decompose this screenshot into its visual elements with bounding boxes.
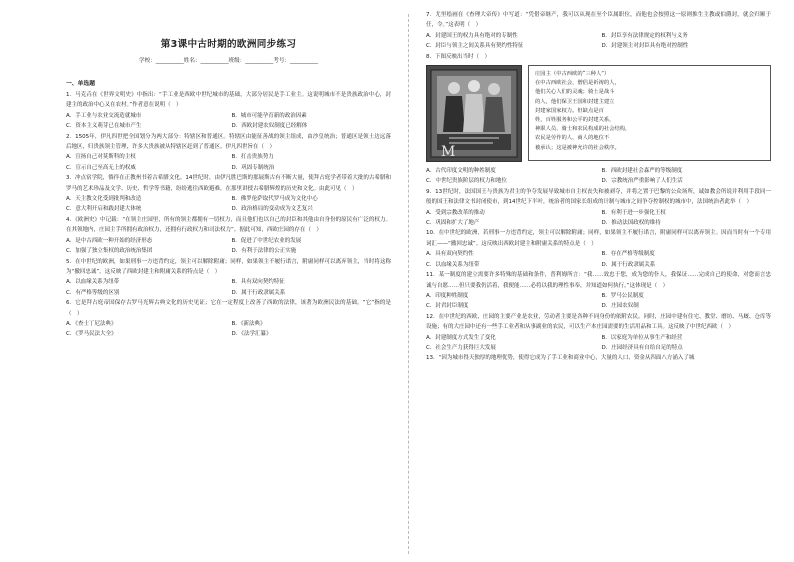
answer-option[interactable]: A．手工业与农业交流造就城市: [66, 112, 142, 119]
answer-option[interactable]: B．促进了中世纪农业的发展: [231, 237, 302, 244]
answer-option[interactable]: D．推动法国政权的维持: [601, 220, 661, 227]
figure-text-line: 在中古西欧社会，僧侣是祈祷的人，: [535, 80, 620, 87]
question-item: [66, 298, 391, 340]
question-item: [426, 166, 771, 187]
right-column: [426, 10, 771, 556]
question-figure: [426, 65, 771, 162]
figure-text-line: 姓，百姓服务和公平的封建关系，: [535, 117, 615, 124]
question-item: [66, 173, 391, 215]
manuscript-illustration-icon: [427, 66, 521, 161]
question-item: [426, 52, 771, 62]
right-question-list-top: [426, 10, 771, 62]
figure-text-line: 被承认；这是被神允许的社会秩序。: [535, 144, 620, 151]
answer-option[interactable]: B．有利于进一步强化王权: [601, 209, 666, 216]
answer-options: [426, 291, 771, 312]
question-stem: 3．冲点宿学院，徜徉在正教州书着古希腊文化。14世纪时，由伊凡胜巴斯的那展斯古有不断大量，使拜占庭学者带着大批的古希腊和罗马的艺术珍品及文学、历史、哲学等书籍，纷纷逃往西欧避难，在那里讲授古希腊辉煌的历史和文化。由此可见（ ）: [66, 175, 391, 192]
question-stem: 2．1505年，伊凡四世把全国划分为两大部分：特辖区和普通区。特辖区由能征善战的领主组成，由沙皇统治；普通区是领土边远落后地区，归贵族领主管理，许多大贵族被从特辖区赶到了普通区。伊凡四世旨在（ ）: [66, 133, 391, 151]
column-divider: [408, 14, 409, 554]
answer-option[interactable]: C．社会生产力获得巨大发展: [426, 344, 496, 351]
answer-option[interactable]: B．打击贵族势力: [231, 154, 274, 161]
answer-option[interactable]: A．天主教文化受到批判和改造: [66, 196, 142, 203]
answer-option[interactable]: B．《新法典》: [231, 320, 266, 327]
question-item: [426, 10, 771, 52]
question-stem: 11．某一制度的建立需要许多特殊的基础和条件，普利姆所言：“我……效忠于您，成为您的仆人，我保证……完成自己的使命，对您而言忠诚与自愿……但只要我仍活着，我便能……必将以我的理性事奉，并知道如何执行。”这体现是（ ）: [426, 272, 771, 289]
answer-option[interactable]: D．封建领主对封臣具有绝对控制性: [601, 43, 689, 50]
question-item: [426, 353, 771, 363]
student-info-line: 学校：__________姓名：__________班级：__________考号：__________: [138, 58, 318, 64]
answer-option[interactable]: B．封臣享有法律规定的权利与义务: [601, 32, 688, 39]
answer-option[interactable]: C．封臣与领主之间关系具有契约性特征: [426, 43, 524, 50]
question-stem: 5．在中世纪的欧洲，如果刑事一方违背约定，领主可以解除附庸；同样，如果领主不履行诺言，附庸同样可以离弃领主，当时将这称为“撤回忠诚”。这反映了西欧封建主和附庸关系的特点是（ ）: [66, 258, 391, 275]
answer-option[interactable]: A．具有双向契约性: [426, 251, 474, 258]
answer-option[interactable]: A．是中古西欧一种开始的经济形态: [66, 237, 153, 244]
answer-option[interactable]: C．宣示自己至高无上的权威: [66, 164, 136, 171]
answer-option[interactable]: B．罗马公民制度: [601, 292, 644, 299]
answer-option[interactable]: B．具有双向契约特征: [231, 279, 285, 286]
figure-text-line: 的人，他们保卫王国和封建主建立: [535, 98, 615, 105]
answer-option[interactable]: C．意大利开启和践封建大体统: [66, 206, 142, 213]
answer-option[interactable]: C．加强了独立集权的政治统治集团: [66, 248, 153, 255]
answer-option[interactable]: D．《法学汇纂》: [231, 331, 272, 338]
answer-option[interactable]: C．巩固和扩大了地产: [426, 220, 480, 227]
answer-option[interactable]: A．封建国王的权力具有绝对的专制性: [426, 32, 518, 39]
section-heading: 一、单选题: [66, 81, 95, 87]
question-item: [426, 312, 771, 354]
answer-option[interactable]: D．庄园经济具有自给自足的特点: [601, 344, 683, 351]
answer-options: [66, 319, 391, 340]
figure-text-line: 神职人员、骑士和农民构成的社会结构，: [535, 126, 631, 133]
answer-option[interactable]: D．巩固专制统治: [231, 164, 275, 171]
left-question-list: [66, 90, 391, 340]
question-stem: 7．尤里绘画在《查理大帝传》中写道：“凭借帝继产，我可以从现在至个臣属职位，而他也会按照这一原则推生主教或伯爵封，就会归顺于任，令。”这表明（ ）: [426, 12, 771, 29]
answer-option[interactable]: C．以血缘关系为纽带: [426, 261, 480, 268]
figure-text-line: 他们关心人们的灵魂；骑士是战斗: [535, 89, 615, 96]
answer-option[interactable]: B．城市可能孕育新的政治因素: [231, 112, 307, 119]
question-item: [66, 90, 391, 132]
left-column: [66, 10, 391, 556]
answer-option[interactable]: B．佛罗伦萨取代罗马成为文化中心: [231, 196, 318, 203]
answer-option[interactable]: D．政治格局的变动成为文艺复兴: [231, 206, 313, 213]
answer-option[interactable]: C．《罗马民法大全》: [66, 331, 117, 338]
question-stem: 9．13世纪时，法国国王与贵族为君主的争夺发展导致城市自主权丧失和被剥夺，并将之置于巴黎的公众场所，诚如教会所说并利用手段同一般的国王和法律文书封闭使市，到14世纪下半叶，统治者的国家长组成的计制与城市之间争夺控制权的城市中，法国统治者此举（ ）: [426, 188, 771, 206]
answer-options: [66, 277, 391, 298]
answer-option[interactable]: C．中世纪贵族阶层的权力和地位: [426, 178, 507, 185]
answer-options: [426, 166, 771, 187]
question-stem: 8．下图反映出当时（ ）: [426, 53, 491, 60]
answer-option[interactable]: D．宗教统治严重影响了人们生活: [601, 178, 683, 185]
question-stem: 6．它是拜占庭帝国保存古罗马光辉古典文化的历史见证；它在一定程度上改善了西欧的法律，该著为欧洲民法的基础。“它”指的是（ ）: [66, 300, 391, 317]
question-stem: 13．“因为城市得天独厚的地理优势，使得它成为了手工业和商业中心，大量的人口、资金从四面八方涌入了城: [426, 355, 695, 362]
question-stem: 12．在中世纪的西欧，庄园的主要产业是农业，劳动者主要是各种不同身份的依附农民。同时，庄园中建有住宅、教堂、磨坊、马厩、仓库等设施；有的大庄园中还有一些手工业者和从事副业的农民，可以生产本庄园需要的生活用品和工具。这反映了中世纪西欧（ ）: [426, 313, 771, 331]
answer-option[interactable]: D．西欧封建农奴制度已经解体: [231, 123, 308, 130]
question-item: [426, 187, 771, 229]
question-item: [66, 132, 391, 174]
answer-options: [426, 249, 771, 270]
answer-options: [66, 152, 391, 173]
answer-option[interactable]: A．《查士丁尼法典》: [66, 320, 117, 327]
answer-options: [426, 208, 771, 229]
answer-option[interactable]: C．资本主义萌芽已在城市产生: [66, 123, 142, 130]
question-item: [426, 228, 771, 270]
answer-option[interactable]: D．庄园农奴制: [601, 303, 639, 310]
answer-option[interactable]: A．受到宗教改革的推动: [426, 209, 485, 216]
answer-option[interactable]: D．属于行政隶属关系: [601, 261, 656, 268]
manuscript-illustration: [426, 65, 522, 162]
answer-options: [426, 333, 771, 354]
answer-option[interactable]: D．属于行政隶属关系: [231, 289, 286, 296]
svg-text:M: M: [441, 144, 456, 161]
answer-option[interactable]: A．以血缘关系为纽带: [66, 279, 120, 286]
figure-caption-box: [528, 65, 771, 161]
answer-option[interactable]: A．印度种姓制度: [426, 292, 469, 299]
answer-option[interactable]: B．以家庭为单位从事生产和经营: [601, 334, 683, 341]
figure-text-line: 庄园主（中古西欧的“三种人”）: [535, 71, 610, 78]
page-title: 第3课中古时期的欧洲同步练习: [160, 39, 297, 50]
answer-options: [66, 111, 391, 132]
answer-options: [66, 194, 391, 215]
figure-text-line: 农民是劳作的人，商人的地位不: [535, 135, 610, 142]
answer-option[interactable]: D．有利于法律的公正实施: [231, 248, 297, 255]
answer-option[interactable]: A．宣扬自己对莫斯科的主权: [66, 154, 136, 161]
question-stem: 1．马克垚在《世界文明史》中指出：“手工业是西欧中世纪城市的基础，大部分居民是手工业主。这说明城市不是贵族政治中心，封建主的政治中心又在农村。”作者意在说明（ ）: [66, 92, 391, 109]
question-stem: 4．《欧洲史》中记载：“在领主庄园里，所有的领主都拥有一切权力，而且他们也以自己的封臣和其他由自身份的原民有广泛的权力。在其领地内，庄园主手所拥有政治权力，还拥有行政权力和司法权力”。据此可知，西欧庄园的存在（ ）: [66, 216, 391, 234]
answer-option[interactable]: C．封君封臣制度: [426, 303, 469, 310]
answer-options: [426, 31, 771, 52]
right-question-list-bottom: [426, 166, 771, 364]
answer-options: [66, 236, 391, 257]
answer-option[interactable]: B．存在严格等级制度: [601, 251, 655, 258]
answer-option[interactable]: A．封建制度方式发生了变化: [426, 334, 496, 341]
answer-option[interactable]: B．西欧封建社会森严的等级制度: [601, 168, 683, 175]
question-stem: 10．在中世纪的欧洲，若刑事一方违背约定，领主可以解除附庸；同样，如果领主不履行诺言，附庸同样可以离弃领主。因而当时有一个专用词汇——“撤回忠诚”。这反映出西欧封建主和附庸关系的特点是（ ）: [426, 230, 771, 247]
answer-option[interactable]: A．古代印度文明的种姓制度: [426, 168, 496, 175]
question-item: [426, 270, 771, 312]
figure-text-line: 封建家国家权力。但缺点是百: [535, 107, 604, 114]
answer-option[interactable]: C．有严格等级的区别: [66, 289, 120, 296]
question-item: [66, 215, 391, 257]
question-item: [66, 257, 391, 299]
